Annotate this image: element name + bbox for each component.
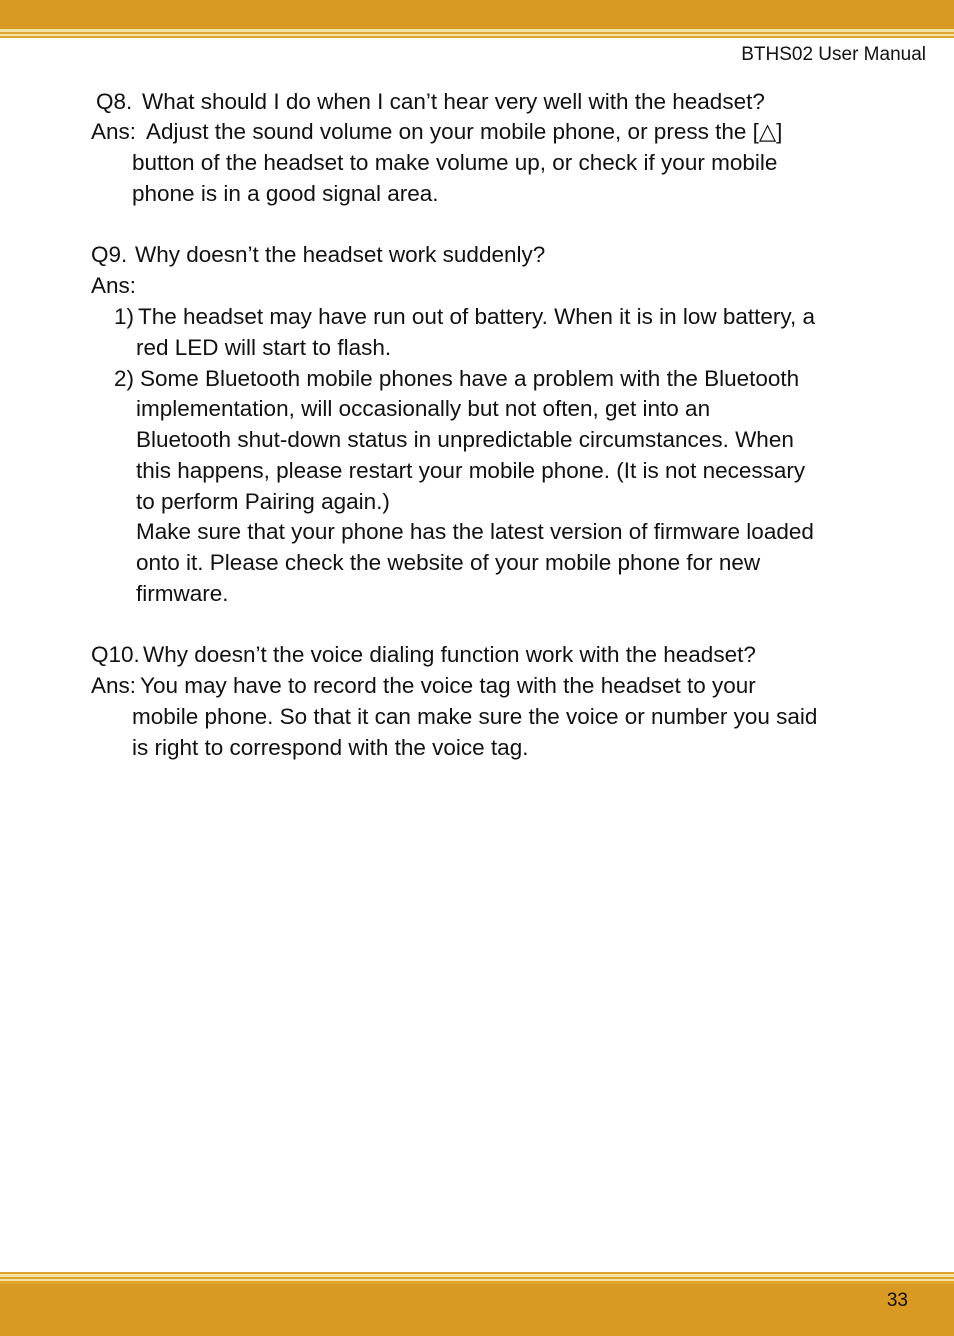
q8-answer-label: Ans: [91, 119, 137, 144]
q10-answer-line: mobile phone. So that it can make sure the voice or number you said [132, 704, 818, 729]
q9-item2-line: Bluetooth shut-down status in unpredictable circumstances. When [136, 427, 794, 452]
q9-item1-line: The headset may have run out of battery. When it is in low battery, a [138, 304, 816, 329]
top-header-band [0, 0, 954, 29]
q10-answer-line: You may have to record the voice tag with the headset to your [140, 673, 756, 698]
q9-item2-line: onto it. Please check the website of your mobile phone for new [136, 550, 761, 575]
page-number: 33 [886, 1290, 908, 1311]
q9-question: Why doesn’t the headset work suddenly? [135, 242, 546, 267]
q10-answer-line: is right to correspond with the voice tag. [132, 735, 529, 760]
bottom-footer-band [0, 1284, 954, 1336]
q9-item1-number: 1) [114, 304, 135, 329]
q9-answer-label: Ans: [91, 273, 137, 298]
manual-title: BTHS02 User Manual [741, 44, 926, 65]
q8-answer-line: button of the headset to make volume up, or check if your mobile [132, 150, 778, 175]
q9-item2-line: firmware. [136, 581, 229, 606]
q8-answer-line: phone is in a good signal area. [132, 181, 439, 206]
q10-answer-label: Ans: [91, 673, 137, 698]
q8-label: Q8. [96, 89, 133, 114]
q9-item2-number: 2) [114, 366, 135, 391]
q9-item2-line: Make sure that your phone has the latest version of firmware loaded [136, 519, 814, 544]
q9-item2-line: this happens, please restart your mobile phone. (It is not necessary [136, 458, 806, 483]
q9-label: Q9. [91, 242, 128, 267]
q9-item2-line: Some Bluetooth mobile phones have a problem with the Bluetooth [140, 366, 800, 391]
q8-answer-line: Adjust the sound volume on your mobile phone, or press the [△] [146, 119, 783, 144]
q10-question: Why doesn’t the voice dialing function work with the headset? [143, 642, 756, 667]
q8-question: What should I do when I can’t hear very well with the headset? [142, 89, 765, 114]
q9-item2-line: implementation, will occasionally but not often, get into an [136, 396, 711, 421]
q9-item2-line: to perform Pairing again.) [136, 489, 390, 514]
top-stripe [0, 36, 954, 38]
q10-label: Q10. [91, 642, 140, 667]
q9-item1-line: red LED will start to flash. [136, 335, 392, 360]
